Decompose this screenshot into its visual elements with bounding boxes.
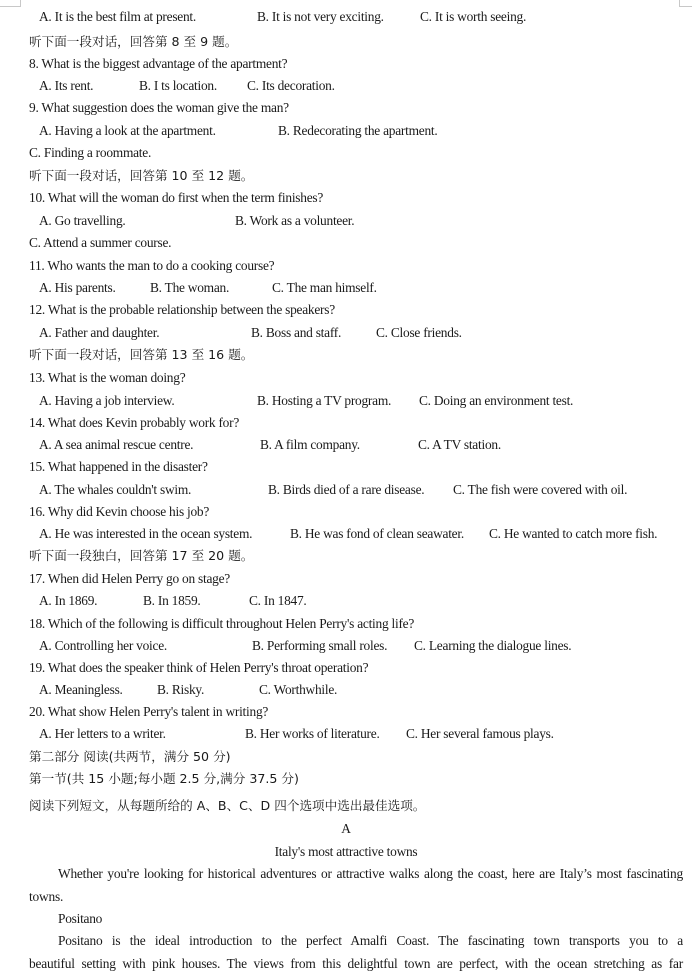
q17-option-a: A. In 1869. [39,593,98,608]
q10-option-a: A. Go travelling. [39,213,126,228]
question-10-stem: 10. What will the woman do first when the term finishes? [29,190,324,205]
q20-option-c: C. Her several famous plays. [406,726,554,741]
question-20-stem: 20. What show Helen Perry's talent in writing? [29,704,269,719]
question-16-stem: 16. Why did Kevin choose his job? [29,504,210,519]
q10-option-c: C. Attend a summer course. [29,235,172,250]
q20-option-a: A. Her letters to a writer. [39,726,166,741]
q17-option-b: B. In 1859. [143,593,201,608]
page-corner-mark-left [0,0,21,7]
q8-option-c: C. Its decoration. [247,78,335,93]
q10-option-b: B. Work as a volunteer. [235,213,355,228]
part-two-heading: 第二部分 阅读(共两节，满分 50 分) [29,749,231,764]
positano-paragraph-line1: Positano is the ideal introduction to the perfect Amalfi Coast. The fascinating town transports you to a [58,933,683,948]
q13-option-b: B. Hosting a TV program. [257,393,392,408]
reading-instruction: 阅读下列短文，从每题所给的 A、B、C、D 四个选项中选出最佳选项。 [29,798,426,813]
q9-option-b: B. Redecorating the apartment. [278,123,438,138]
option-a: A. It is the best film at present. [39,9,196,24]
section-instruction-10-12: 听下面一段对话，回答第 10 至 12 题。 [29,168,254,183]
question-8-stem: 8. What is the biggest advantage of the apartment? [29,56,288,71]
q16-option-c: C. He wanted to catch more fish. [489,526,658,541]
q14-option-a: A. A sea animal rescue centre. [39,437,194,452]
question-9-stem: 9. What suggestion does the woman give the man? [29,100,289,115]
q18-option-c: C. Learning the dialogue lines. [414,638,572,653]
q17-option-c: C. In 1847. [249,593,307,608]
question-13-stem: 13. What is the woman doing? [29,370,186,385]
section-instruction-17-20: 听下面一段独白，回答第 17 至 20 题。 [29,548,254,563]
q16-option-a: A. He was interested in the ocean system. [39,526,253,541]
q15-option-a: A. The whales couldn't swim. [39,482,192,497]
passage-intro-paragraph: Whether you're looking for historical adventures or attractive walks along the coast, here are Italy’s most fascinating towns. [29,866,683,904]
question-19-stem: 19. What does the speaker think of Helen Perry's throat operation? [29,660,369,675]
q11-option-c: C. The man himself. [272,280,377,295]
section-one-heading: 第一节(共 15 小题;每小题 2.5 分,满分 37.5 分) [29,771,299,786]
q12-option-c: C. Close friends. [376,325,462,340]
q8-option-b: B. I ts location. [139,78,217,93]
question-18-stem: 18. Which of the following is difficult throughout Helen Perry's acting life? [29,616,415,631]
q11-option-a: A. His parents. [39,280,116,295]
q14-option-c: C. A TV station. [418,437,501,452]
town-heading-positano: Positano [58,911,103,926]
section-instruction-13-16: 听下面一段对话，回答第 13 至 16 题。 [29,347,254,362]
page-corner-mark-right [679,0,692,7]
q13-option-a: A. Having a job interview. [39,393,175,408]
q18-option-b: B. Performing small roles. [252,638,388,653]
q14-option-b: B. A film company. [260,437,360,452]
q15-option-c: C. The fish were covered with oil. [453,482,628,497]
option-c: C. It is worth seeing. [420,9,527,24]
positano-paragraph-line2: beautiful setting with pink houses. The views from this delightful town are perfect, with the ocean stretching as far [29,956,683,971]
q11-option-b: B. The woman. [150,280,230,295]
q9-option-a: A. Having a look at the apartment. [39,123,216,138]
passage-label: A [341,821,351,836]
question-11-stem: 11. Who wants the man to do a cooking course? [29,258,275,273]
q19-option-b: B. Risky. [157,682,205,697]
question-12-stem: 12. What is the probable relationship between the speakers? [29,302,335,317]
question-17-stem: 17. When did Helen Perry go on stage? [29,571,230,586]
q19-option-a: A. Meaningless. [39,682,123,697]
q19-option-c: C. Worthwhile. [259,682,338,697]
q12-option-b: B. Boss and staff. [251,325,342,340]
q12-option-a: A. Father and daughter. [39,325,160,340]
q15-option-b: B. Birds died of a rare disease. [268,482,425,497]
q8-option-a: A. Its rent. [39,78,94,93]
q9-option-c: C. Finding a roommate. [29,145,152,160]
q18-option-a: A. Controlling her voice. [39,638,168,653]
option-b: B. It is not very exciting. [257,9,384,24]
question-15-stem: 15. What happened in the disaster? [29,459,208,474]
q13-option-c: C. Doing an environment test. [419,393,574,408]
question-14-stem: 14. What does Kevin probably work for? [29,415,240,430]
q16-option-b: B. He was fond of clean seawater. [290,526,464,541]
q20-option-b: B. Her works of literature. [245,726,380,741]
passage-title: Italy's most attractive towns [274,844,418,859]
section-instruction-8-9: 听下面一段对话，回答第 8 至 9 题。 [29,34,238,49]
